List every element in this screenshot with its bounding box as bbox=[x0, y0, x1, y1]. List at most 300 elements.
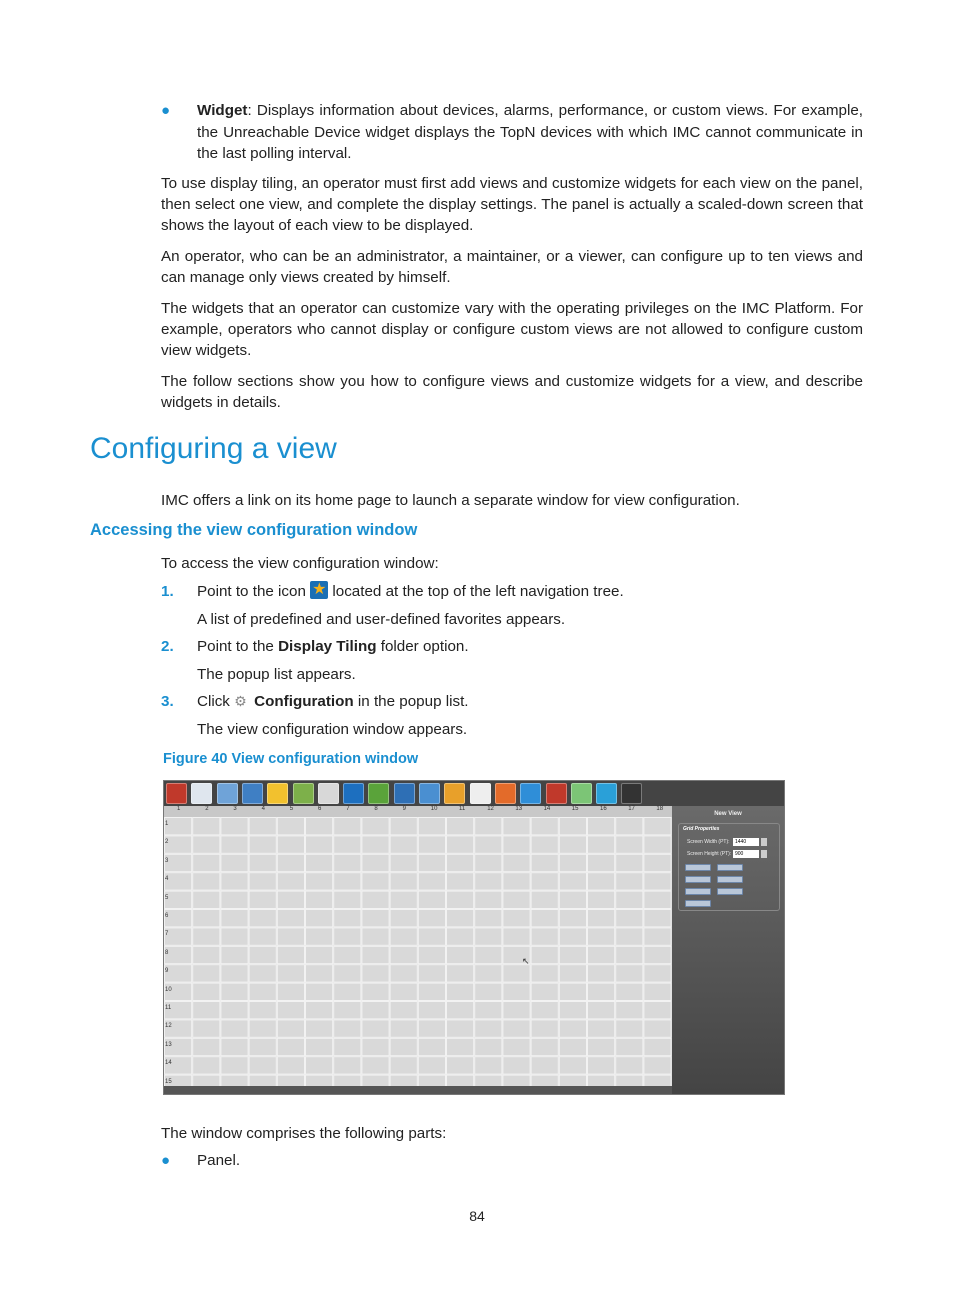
grid-cell[interactable] bbox=[418, 1038, 445, 1055]
panel-grid bbox=[164, 806, 672, 1086]
grid-cell[interactable] bbox=[503, 1038, 530, 1055]
grid-cell[interactable] bbox=[193, 818, 220, 835]
grid-cell[interactable] bbox=[249, 1038, 276, 1055]
grid-cell[interactable] bbox=[447, 1038, 474, 1055]
grid-cell[interactable] bbox=[447, 1075, 474, 1086]
grid-cell[interactable] bbox=[447, 818, 474, 835]
grid-cell[interactable] bbox=[588, 983, 615, 1000]
grid-cell[interactable] bbox=[193, 928, 220, 945]
grid-cell[interactable] bbox=[334, 983, 361, 1000]
grid-cell[interactable] bbox=[503, 836, 530, 853]
grid-cell[interactable] bbox=[221, 854, 248, 871]
toolbar-widget-icon[interactable] bbox=[394, 783, 415, 804]
grid-cell[interactable] bbox=[418, 818, 445, 835]
grid-cell[interactable] bbox=[559, 1057, 586, 1074]
grid-cell[interactable] bbox=[390, 891, 417, 908]
grid-cell[interactable] bbox=[616, 983, 643, 1000]
grid-cell[interactable] bbox=[475, 946, 502, 963]
grid-cell[interactable] bbox=[503, 891, 530, 908]
grid-cell[interactable] bbox=[644, 946, 671, 963]
grid-cell[interactable] bbox=[616, 1075, 643, 1086]
grid-cell[interactable] bbox=[193, 1057, 220, 1074]
grid-cell[interactable] bbox=[531, 854, 558, 871]
grid-cell[interactable] bbox=[503, 818, 530, 835]
grid-cell[interactable] bbox=[588, 1002, 615, 1019]
grid-cell[interactable] bbox=[531, 1002, 558, 1019]
grid-cell[interactable] bbox=[390, 854, 417, 871]
grid-cell[interactable] bbox=[193, 1002, 220, 1019]
grid-cell[interactable] bbox=[447, 891, 474, 908]
grid-cell[interactable] bbox=[306, 910, 333, 927]
grid-cell[interactable] bbox=[249, 836, 276, 853]
grid-cell[interactable] bbox=[306, 946, 333, 963]
grid-cell[interactable] bbox=[418, 891, 445, 908]
grid-cell[interactable] bbox=[221, 1057, 248, 1074]
grid-cell[interactable] bbox=[447, 1057, 474, 1074]
grid-cell[interactable] bbox=[362, 946, 389, 963]
grid-cell[interactable] bbox=[306, 854, 333, 871]
grid-cell[interactable] bbox=[503, 928, 530, 945]
column-number: 5 bbox=[289, 806, 294, 812]
grid-cell[interactable] bbox=[277, 818, 304, 835]
toolbar-widget-icon[interactable] bbox=[419, 783, 440, 804]
grid-cell[interactable] bbox=[390, 1002, 417, 1019]
toolbar-widget-icon[interactable] bbox=[343, 783, 364, 804]
grid-cell[interactable] bbox=[221, 873, 248, 890]
grid-button[interactable] bbox=[685, 900, 711, 907]
grid-cell[interactable] bbox=[616, 965, 643, 982]
grid-cell[interactable] bbox=[390, 965, 417, 982]
grid-cell[interactable] bbox=[334, 891, 361, 908]
grid-cell[interactable] bbox=[277, 928, 304, 945]
grid-cell[interactable] bbox=[644, 818, 671, 835]
grid-cell[interactable] bbox=[475, 965, 502, 982]
grid-cell[interactable] bbox=[334, 910, 361, 927]
grid-cell[interactable] bbox=[362, 1038, 389, 1055]
grid-cell[interactable] bbox=[249, 818, 276, 835]
grid-cell[interactable] bbox=[362, 983, 389, 1000]
grid-cell[interactable] bbox=[334, 1020, 361, 1037]
grid-button[interactable] bbox=[685, 864, 711, 871]
grid-cell[interactable] bbox=[362, 1057, 389, 1074]
grid-cell[interactable] bbox=[249, 965, 276, 982]
grid-cell[interactable] bbox=[616, 854, 643, 871]
grid-cell[interactable] bbox=[616, 946, 643, 963]
grid-cell[interactable] bbox=[306, 873, 333, 890]
grid-cell[interactable] bbox=[362, 1075, 389, 1086]
grid-cell[interactable] bbox=[306, 965, 333, 982]
grid-cell[interactable] bbox=[531, 891, 558, 908]
toolbar-widget-icon[interactable] bbox=[596, 783, 617, 804]
grid-cell[interactable] bbox=[221, 965, 248, 982]
grid-cell[interactable] bbox=[475, 854, 502, 871]
grid-cell[interactable] bbox=[531, 1075, 558, 1086]
grid-cell[interactable] bbox=[447, 928, 474, 945]
grid-cell[interactable] bbox=[165, 946, 192, 963]
grid-cell[interactable] bbox=[559, 1002, 586, 1019]
toolbar-widget-icon[interactable] bbox=[293, 783, 314, 804]
grid-cell[interactable] bbox=[588, 1038, 615, 1055]
grid-cell[interactable] bbox=[616, 910, 643, 927]
grid-cell[interactable] bbox=[531, 873, 558, 890]
toolbar-widget-icon[interactable] bbox=[217, 783, 238, 804]
grid-cell[interactable] bbox=[221, 891, 248, 908]
toolbar-widget-icon[interactable] bbox=[546, 783, 567, 804]
grid-cell[interactable] bbox=[418, 910, 445, 927]
grid-cell[interactable] bbox=[277, 854, 304, 871]
grid-cell[interactable] bbox=[588, 891, 615, 908]
grid-cell[interactable] bbox=[334, 965, 361, 982]
grid-cell[interactable] bbox=[644, 928, 671, 945]
grid-cell[interactable] bbox=[306, 1057, 333, 1074]
grid-cell[interactable] bbox=[221, 1020, 248, 1037]
grid-cell[interactable] bbox=[362, 1002, 389, 1019]
grid-cell[interactable] bbox=[475, 873, 502, 890]
column-number: 17 bbox=[628, 806, 635, 812]
column-number: 18 bbox=[656, 806, 664, 812]
grid-cell[interactable] bbox=[306, 891, 333, 908]
grid-cell[interactable] bbox=[418, 983, 445, 1000]
grid-cell[interactable] bbox=[277, 873, 304, 890]
grid-cell[interactable] bbox=[277, 1075, 304, 1086]
grid-cell[interactable] bbox=[362, 818, 389, 835]
grid-cell[interactable] bbox=[644, 854, 671, 871]
grid-cell[interactable] bbox=[390, 910, 417, 927]
grid-cell[interactable] bbox=[588, 946, 615, 963]
grid-button[interactable] bbox=[717, 876, 743, 883]
grid-cell[interactable] bbox=[559, 983, 586, 1000]
grid-cell[interactable] bbox=[475, 818, 502, 835]
grid-cell[interactable] bbox=[193, 1038, 220, 1055]
toolbar-widget-icon[interactable] bbox=[191, 783, 212, 804]
grid-cell[interactable] bbox=[277, 965, 304, 982]
grid-cell[interactable] bbox=[531, 1057, 558, 1074]
grid-cell[interactable] bbox=[249, 891, 276, 908]
grid-cell[interactable] bbox=[503, 983, 530, 1000]
toolbar-widget-icon[interactable] bbox=[470, 783, 491, 804]
grid-cell[interactable] bbox=[503, 910, 530, 927]
grid-cell[interactable] bbox=[418, 1002, 445, 1019]
grid-cell[interactable] bbox=[447, 1002, 474, 1019]
grid-cell[interactable] bbox=[475, 928, 502, 945]
grid-cell[interactable] bbox=[475, 983, 502, 1000]
grid-button[interactable] bbox=[717, 864, 743, 871]
grid-cell[interactable] bbox=[644, 1020, 671, 1037]
toolbar-widget-icon[interactable] bbox=[267, 783, 288, 804]
grid-cell[interactable] bbox=[418, 965, 445, 982]
grid-cell[interactable] bbox=[559, 946, 586, 963]
screen-width-label: Screen Width (PT): bbox=[687, 839, 730, 845]
grid-cell[interactable] bbox=[277, 946, 304, 963]
grid-cell[interactable] bbox=[616, 873, 643, 890]
toolbar-widget-icon[interactable] bbox=[444, 783, 465, 804]
grid-cell[interactable] bbox=[616, 1020, 643, 1037]
screen-height-input[interactable]: 900 bbox=[733, 850, 759, 858]
grid-cell[interactable] bbox=[390, 946, 417, 963]
grid-cell[interactable] bbox=[616, 818, 643, 835]
grid-cell[interactable] bbox=[221, 928, 248, 945]
grid-cell[interactable] bbox=[447, 910, 474, 927]
grid-cell[interactable] bbox=[193, 965, 220, 982]
grid-cell[interactable] bbox=[503, 854, 530, 871]
grid-cell[interactable] bbox=[306, 983, 333, 1000]
grid-cell[interactable] bbox=[277, 836, 304, 853]
grid-cell[interactable] bbox=[616, 836, 643, 853]
grid-cell[interactable] bbox=[559, 910, 586, 927]
toolbar-widget-icon[interactable] bbox=[520, 783, 541, 804]
grid-cell[interactable] bbox=[588, 854, 615, 871]
grid-cell[interactable] bbox=[277, 1038, 304, 1055]
grid-cell[interactable] bbox=[588, 965, 615, 982]
grid-cell[interactable] bbox=[644, 891, 671, 908]
grid-cell[interactable] bbox=[390, 928, 417, 945]
grid-cell[interactable] bbox=[334, 1075, 361, 1086]
grid-cell[interactable] bbox=[531, 1020, 558, 1037]
grid-cell[interactable] bbox=[277, 1002, 304, 1019]
grid-cell[interactable] bbox=[559, 1075, 586, 1086]
grid-cell[interactable] bbox=[221, 1075, 248, 1086]
grid-cell[interactable] bbox=[418, 873, 445, 890]
screen-height-spinner[interactable] bbox=[761, 850, 767, 858]
grid-cell[interactable] bbox=[362, 1020, 389, 1037]
grid-cell[interactable] bbox=[362, 836, 389, 853]
grid-cell[interactable] bbox=[616, 1002, 643, 1019]
grid-cell[interactable] bbox=[334, 1038, 361, 1055]
grid-cell[interactable] bbox=[221, 946, 248, 963]
grid-cell[interactable] bbox=[334, 854, 361, 871]
grid-cell[interactable] bbox=[588, 836, 615, 853]
grid-cell[interactable] bbox=[418, 854, 445, 871]
grid-cell[interactable] bbox=[531, 1038, 558, 1055]
grid-cell[interactable] bbox=[277, 910, 304, 927]
grid-cell[interactable] bbox=[559, 965, 586, 982]
grid-cell[interactable] bbox=[362, 873, 389, 890]
grid-cell[interactable] bbox=[221, 1038, 248, 1055]
grid-cell[interactable] bbox=[447, 946, 474, 963]
grid-cell[interactable] bbox=[306, 1002, 333, 1019]
grid-cell[interactable] bbox=[277, 983, 304, 1000]
grid-cell[interactable] bbox=[588, 873, 615, 890]
grid-cell[interactable] bbox=[418, 928, 445, 945]
grid-cell[interactable] bbox=[249, 983, 276, 1000]
grid-cell[interactable] bbox=[475, 1002, 502, 1019]
grid-cell[interactable] bbox=[475, 1020, 502, 1037]
grid-cell[interactable] bbox=[644, 873, 671, 890]
grid-cell[interactable] bbox=[503, 873, 530, 890]
grid-cell[interactable] bbox=[306, 1038, 333, 1055]
grid-cell[interactable] bbox=[503, 1075, 530, 1086]
toolbar-widget-icon[interactable] bbox=[571, 783, 592, 804]
grid-cell[interactable] bbox=[418, 836, 445, 853]
grid-cell[interactable] bbox=[503, 1002, 530, 1019]
grid-cell[interactable] bbox=[390, 1057, 417, 1074]
grid-cell[interactable] bbox=[306, 1020, 333, 1037]
grid-cell[interactable] bbox=[390, 983, 417, 1000]
grid-cell[interactable] bbox=[418, 946, 445, 963]
grid-cell[interactable] bbox=[616, 928, 643, 945]
grid-cell[interactable] bbox=[644, 965, 671, 982]
grid-cell[interactable] bbox=[334, 1002, 361, 1019]
grid-cell[interactable] bbox=[644, 983, 671, 1000]
grid-cell[interactable] bbox=[644, 836, 671, 853]
grid-cell[interactable] bbox=[165, 965, 192, 982]
grid-cell[interactable] bbox=[475, 910, 502, 927]
grid-cell[interactable] bbox=[588, 910, 615, 927]
grid-cell[interactable] bbox=[588, 818, 615, 835]
grid-cell[interactable] bbox=[193, 1075, 220, 1086]
grid-cell[interactable] bbox=[193, 854, 220, 871]
grid-cell[interactable] bbox=[334, 836, 361, 853]
grid-cell[interactable] bbox=[418, 1020, 445, 1037]
grid-cell[interactable] bbox=[559, 836, 586, 853]
grid-cell[interactable] bbox=[165, 854, 192, 871]
grid-cell[interactable] bbox=[418, 1075, 445, 1086]
grid-cell[interactable] bbox=[249, 854, 276, 871]
grid-cell[interactable] bbox=[221, 983, 248, 1000]
grid-button[interactable] bbox=[685, 876, 711, 883]
grid-cell[interactable] bbox=[306, 928, 333, 945]
grid-cell[interactable] bbox=[559, 854, 586, 871]
grid-cell[interactable] bbox=[334, 1057, 361, 1074]
grid-cell[interactable] bbox=[221, 1002, 248, 1019]
grid-cell[interactable] bbox=[531, 965, 558, 982]
screen-width-input[interactable]: 1440 bbox=[733, 838, 759, 846]
grid-cell[interactable] bbox=[531, 946, 558, 963]
grid-cell[interactable] bbox=[475, 1038, 502, 1055]
grid-cell[interactable] bbox=[616, 891, 643, 908]
grid-cell[interactable] bbox=[390, 1020, 417, 1037]
grid-cell[interactable] bbox=[390, 818, 417, 835]
grid-cell[interactable] bbox=[221, 910, 248, 927]
grid-cell[interactable] bbox=[390, 1038, 417, 1055]
grid-cell[interactable] bbox=[249, 910, 276, 927]
grid-cell[interactable] bbox=[390, 1075, 417, 1086]
toolbar-widget-icon[interactable] bbox=[368, 783, 389, 804]
toolbar-widget-icon[interactable] bbox=[318, 783, 339, 804]
grid-cell[interactable] bbox=[447, 1020, 474, 1037]
grid-cell[interactable] bbox=[588, 1057, 615, 1074]
grid-cell[interactable] bbox=[306, 818, 333, 835]
grid-cell[interactable] bbox=[531, 910, 558, 927]
bullet-widget-text bbox=[197, 100, 863, 165]
grid-cell[interactable] bbox=[503, 1020, 530, 1037]
grid-cell[interactable] bbox=[193, 873, 220, 890]
grid-cell[interactable] bbox=[559, 891, 586, 908]
toolbar-widget-icon[interactable] bbox=[621, 783, 642, 804]
grid-cell[interactable] bbox=[193, 910, 220, 927]
grid-cell[interactable] bbox=[362, 891, 389, 908]
grid-cell[interactable] bbox=[559, 818, 586, 835]
grid-cell[interactable] bbox=[475, 1057, 502, 1074]
grid-cell[interactable] bbox=[559, 873, 586, 890]
grid-cell[interactable] bbox=[221, 836, 248, 853]
grid-cell[interactable] bbox=[447, 873, 474, 890]
grid-cell[interactable] bbox=[644, 1002, 671, 1019]
grid-cell[interactable] bbox=[588, 1075, 615, 1086]
grid-cell[interactable] bbox=[644, 910, 671, 927]
grid-cell[interactable] bbox=[362, 854, 389, 871]
grid-cell[interactable] bbox=[249, 1075, 276, 1086]
screen-width-spinner[interactable] bbox=[761, 838, 767, 846]
grid-cell[interactable] bbox=[644, 1038, 671, 1055]
grid-cell[interactable] bbox=[531, 928, 558, 945]
grid-cell[interactable] bbox=[475, 836, 502, 853]
grid-cell[interactable] bbox=[418, 1057, 445, 1074]
grid-cell[interactable] bbox=[165, 928, 192, 945]
grid-cell[interactable] bbox=[475, 1075, 502, 1086]
grid-cell[interactable] bbox=[193, 891, 220, 908]
grid-cell[interactable] bbox=[390, 873, 417, 890]
grid-cell[interactable] bbox=[334, 873, 361, 890]
grid-cell[interactable] bbox=[616, 1038, 643, 1055]
grid-cell[interactable] bbox=[559, 928, 586, 945]
grid-cell[interactable] bbox=[277, 1020, 304, 1037]
grid-cell[interactable] bbox=[221, 818, 248, 835]
grid-cell[interactable] bbox=[362, 928, 389, 945]
grid-cell[interactable] bbox=[447, 854, 474, 871]
grid-cell[interactable] bbox=[475, 891, 502, 908]
grid-cell[interactable] bbox=[503, 965, 530, 982]
grid-cell[interactable] bbox=[193, 836, 220, 853]
grid-cell[interactable] bbox=[165, 818, 192, 835]
grid-cell[interactable] bbox=[588, 1020, 615, 1037]
grid-cell[interactable] bbox=[334, 928, 361, 945]
grid-cell[interactable] bbox=[531, 983, 558, 1000]
grid-cell[interactable] bbox=[165, 836, 192, 853]
grid-cell[interactable] bbox=[644, 1057, 671, 1074]
grid-cell[interactable] bbox=[588, 928, 615, 945]
grid-cell[interactable] bbox=[249, 928, 276, 945]
grid-cell[interactable] bbox=[277, 891, 304, 908]
grid-cell[interactable] bbox=[559, 1020, 586, 1037]
grid-cell[interactable] bbox=[644, 1075, 671, 1086]
grid-cell[interactable] bbox=[390, 836, 417, 853]
grid-cell[interactable] bbox=[306, 836, 333, 853]
grid-cell[interactable] bbox=[447, 836, 474, 853]
toolbar-widget-icon[interactable] bbox=[166, 783, 187, 804]
grid-cell[interactable] bbox=[531, 836, 558, 853]
grid-cell[interactable] bbox=[447, 983, 474, 1000]
grid-cell[interactable] bbox=[503, 1057, 530, 1074]
grid-cell[interactable] bbox=[334, 818, 361, 835]
grid-cell[interactable] bbox=[559, 1038, 586, 1055]
toolbar-widget-icon[interactable] bbox=[495, 783, 516, 804]
grid-cell[interactable] bbox=[165, 873, 192, 890]
grid-cell[interactable] bbox=[616, 1057, 643, 1074]
grid-cell[interactable] bbox=[249, 1057, 276, 1074]
grid-cell[interactable] bbox=[165, 891, 192, 908]
grid-button[interactable] bbox=[717, 888, 743, 895]
grid-cell[interactable] bbox=[362, 910, 389, 927]
grid-cell[interactable] bbox=[193, 946, 220, 963]
column-number: 1 bbox=[177, 806, 181, 812]
grid-cell[interactable] bbox=[277, 1057, 304, 1074]
grid-button[interactable] bbox=[685, 888, 711, 895]
grid-cell[interactable] bbox=[193, 983, 220, 1000]
grid-cell[interactable] bbox=[249, 1002, 276, 1019]
grid-cell[interactable] bbox=[249, 946, 276, 963]
grid-cell[interactable] bbox=[362, 965, 389, 982]
grid-cell[interactable] bbox=[447, 965, 474, 982]
grid-cell[interactable] bbox=[249, 1020, 276, 1037]
grid-cell[interactable] bbox=[249, 873, 276, 890]
toolbar-widget-icon[interactable] bbox=[242, 783, 263, 804]
grid-cell[interactable] bbox=[531, 818, 558, 835]
grid-cell[interactable] bbox=[334, 946, 361, 963]
grid-cell[interactable] bbox=[193, 1020, 220, 1037]
grid-cell[interactable] bbox=[165, 910, 192, 927]
grid-cell[interactable] bbox=[306, 1075, 333, 1086]
